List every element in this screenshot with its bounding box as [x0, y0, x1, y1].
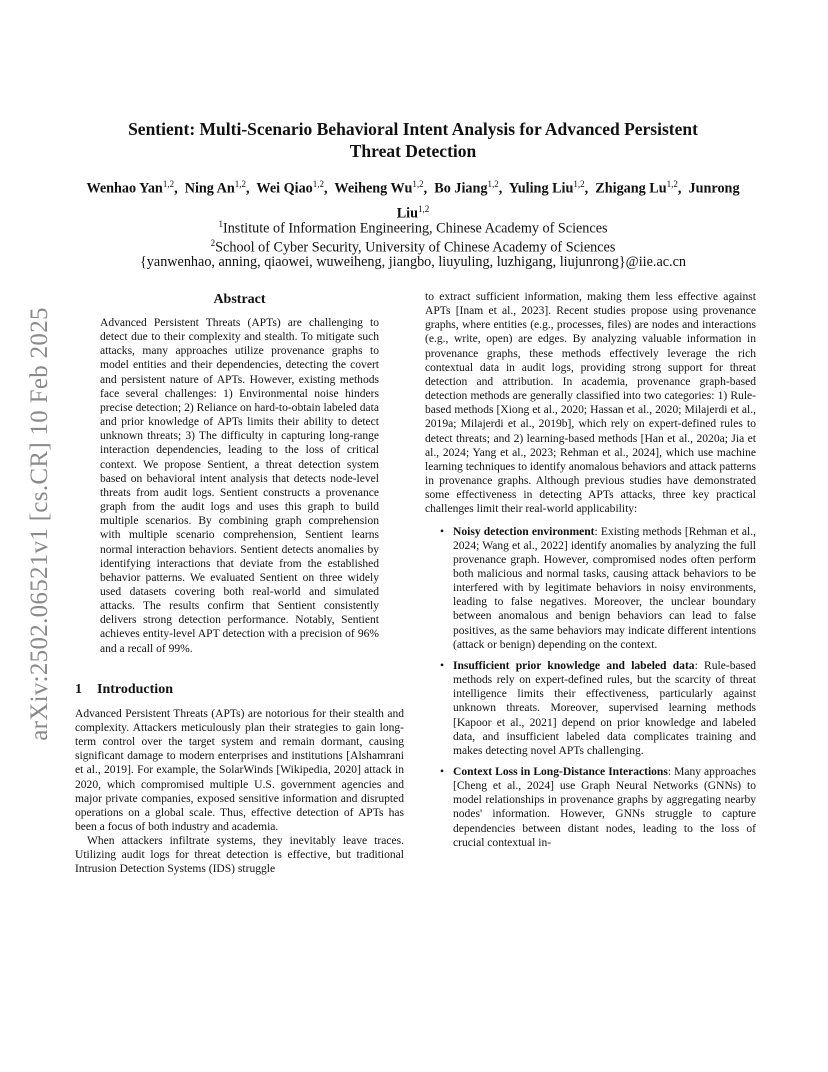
bullet-icon: •: [440, 766, 445, 778]
list-item: [442, 765, 756, 850]
author-affiliation-mark: 1,2: [487, 179, 499, 189]
intro-paragraph-1: Advanced Persistent Threats (APTs) are notorious for their stealth and complexity. Attackers meticulously plan their strategies to gain long-term control over the target system and remain dormant, causing significant damage to modern enterprises and institutions [Alshamrani et al., 2019]. For example, the SolarWinds [Wikipedia, 2020] attack in 2020, which compromised multiple U.S. government agencies and major private companies, exposed sensitive information and disrupted operations on a global scale. Thus, effective detection of APTs has been a focus of both industry and academia.: [75, 707, 404, 833]
affiliation-text: Institute of Information Engineering, Chinese Academy of Sciences: [222, 220, 608, 237]
title-line-2: Threat Detection: [349, 141, 477, 161]
abstract-text: Advanced Persistent Threats (APTs) are challenging to detect due to their complexity and stealth. To mitigate such attacks, many approaches utilize provenance graphs to model entities and their dependencies, detecting the covert and persistent nature of APTs. However, existing methods face several challenges: 1) Environmental noise hinders precise detection; 2) Reliance on hard-to-obtain labeled data and prior knowledge of APTs limits their ability to detect unknown threats; 3) The difficulty in capturing long-range interaction dependencies, leading to the loss of critical context. We propose Sentient, a threat detection system based on behavioral intent analysis that detects node-level threats from audit logs. Sentient constructs a provenance graph from the audit logs and uses this graph to build multiple scenarios. By combining graph comprehension with multiple scenario comprehension, Sentient learns normal interaction behaviors. Sentient detects anomalies by identifying interactions that deviate from the established behavior patterns. We evaluated Sentient on three widely used datasets covering both real-world and simulated attacks. The results confirm that Sentient consistently delivers strong detection performance. Notably, Sentient achieves entity-level APT detection with a precision of 96% and a recall of 99%.: [100, 317, 379, 655]
author-affiliation-mark: 1,2: [573, 179, 585, 189]
author-name: Yuling Liu: [508, 180, 574, 197]
arxiv-stamp: [20, 286, 60, 762]
list-item-lead: Context Loss in Long-Distance Interactions: [453, 766, 668, 778]
affiliation-mark: 2: [210, 238, 216, 248]
author-affiliation-mark: 1,2: [418, 203, 430, 214]
author-affiliation-mark: 1,2: [162, 179, 175, 189]
author-affiliation-mark: 1,2: [234, 179, 247, 189]
author-name: Wei Qiao: [256, 180, 313, 197]
arxiv-identifier: arXiv:2502.06521v1 [cs.CR] 10 Feb 2025: [26, 307, 53, 741]
author-affiliation-mark: 1,2: [666, 179, 678, 189]
author-name: Weiheng Wu: [334, 180, 413, 197]
section-title: Introduction: [97, 681, 173, 697]
list-item-text: : Many approaches [Cheng et al., 2024] use Graph Neural Networks (GNNs) to model relationships in provenance graphs by aggregating nearby nodes' information. However, GNNs struggle to capture dependencies between distant nodes, leading to the loss of crucial contextual in-: [453, 766, 756, 849]
right-column: [425, 290, 756, 857]
author-affiliation-mark: 1,2: [312, 179, 325, 189]
bullet-icon: •: [440, 525, 445, 538]
title-line-1: Sentient: Multi-Scenario Behavioral Intent Analysis for Advanced Persistent: [128, 119, 698, 139]
list-item-text: : Rule-based methods rely on expert-defined rules, but the scarcity of threat intelligence limits their effectiveness, particularly against unknown threats. Moreover, supervised learning methods [Kapoor et al., 2021] depend on prior knowledge and labeled data, and insufficient labeled data complicates training and makes detecting novel APTs challenging.: [453, 659, 756, 757]
affiliation-text: School of Cyber Security, University of Chinese Academy of Sciences: [215, 239, 616, 256]
bullet-icon: •: [440, 659, 445, 672]
list-item-lead: Noisy detection environment: [453, 525, 595, 538]
intro-paragraph-2: When attackers infiltrate systems, they inevitably leave traces. Utilizing audit logs for threat detection is effective, but traditional Intrusion Detection Systems (IDS) struggle: [75, 835, 404, 876]
paper-title: [80, 118, 746, 162]
left-column: [75, 290, 404, 877]
list-item: [442, 525, 756, 652]
list-item-text: : Existing methods [Rehman et al., 2024; Wang et al., 2022] identify anomalies by analyzing the full provenance graph. However, compromised nodes often perform both malicious and normal tasks, causing attack behaviors to be interfered with by legitimate behaviors in noisy environments, leading to false negatives. Moreover, the unclear boundary between anomalous and benign behaviors can lead to false positives, as the same behaviors may indicate different intentions (attack or benign) depending on the context.: [453, 525, 757, 651]
affiliation-mark: 1: [218, 219, 223, 229]
section-heading-introduction: [75, 681, 404, 699]
section-number: 1: [75, 681, 82, 697]
challenge-list: [425, 525, 756, 850]
author-name: Zhigang Lu: [595, 180, 667, 197]
author-emails: {yanwenhao, anning, qiaowei, wuweiheng, jiangbo, liuyuling, luzhigang, liujunrong}@iie.ac.cn: [140, 254, 686, 270]
author-name: Ning An: [184, 180, 235, 197]
list-item-lead: Insufficient prior knowledge and labeled data: [453, 659, 695, 672]
abstract-heading: Abstract: [213, 292, 266, 307]
list-item: [442, 659, 756, 758]
author-list: Wenhao Yan$^{1,2}$, Ning An$^{1,2}$, Wei Qiao$^{1,2}$, Weiheng Wu$^{1,2}$, Bo Jiang$^{1,2}$, Yuling Liu$^{1,2}$, Zhigang Lu$^{1,2}$, Junrong Liu$^{1,2}$: [86, 179, 740, 222]
author-name: Bo Jiang: [434, 180, 488, 197]
body-paragraph: to extract sufficient information, making them less effective against APTs [Inam et al., 2023]. Recent studies propose using provenance graphs, where entities (e.g., processes, files) are nodes and interactions (e.g., write, open) are edges. By analyzing valuable information in provenance graphs, these methods effectively leverage the rich contextual data in audit logs, providing strong support for threat detection and attribution. In academia, provenance graph-based detection methods are generally classified into two categories: 1) Rule-based methods [Xiong et al., 2020; Hassan et al., 2020; Milajerdi et al., 2019a; Milajerdi et al., 2019b], which rely on expert-defined rules to detect threats; and 2) learning-based methods [Han et al., 2020a; Jia et al., 2024; Yang et al., 2023; Rehman et al., 2024], which use machine learning techniques to identify anomalous behaviors and attack patterns in provenance graphs. Although previous studies have demonstrated some effectiveness in detecting APTs attacks, three key practical challenges limit their real-world applicability:: [425, 291, 756, 516]
author-affiliation-mark: 1,2: [412, 179, 424, 189]
author-name: Wenhao Yan: [86, 180, 163, 197]
author-name: Junrong Liu: [396, 180, 740, 222]
